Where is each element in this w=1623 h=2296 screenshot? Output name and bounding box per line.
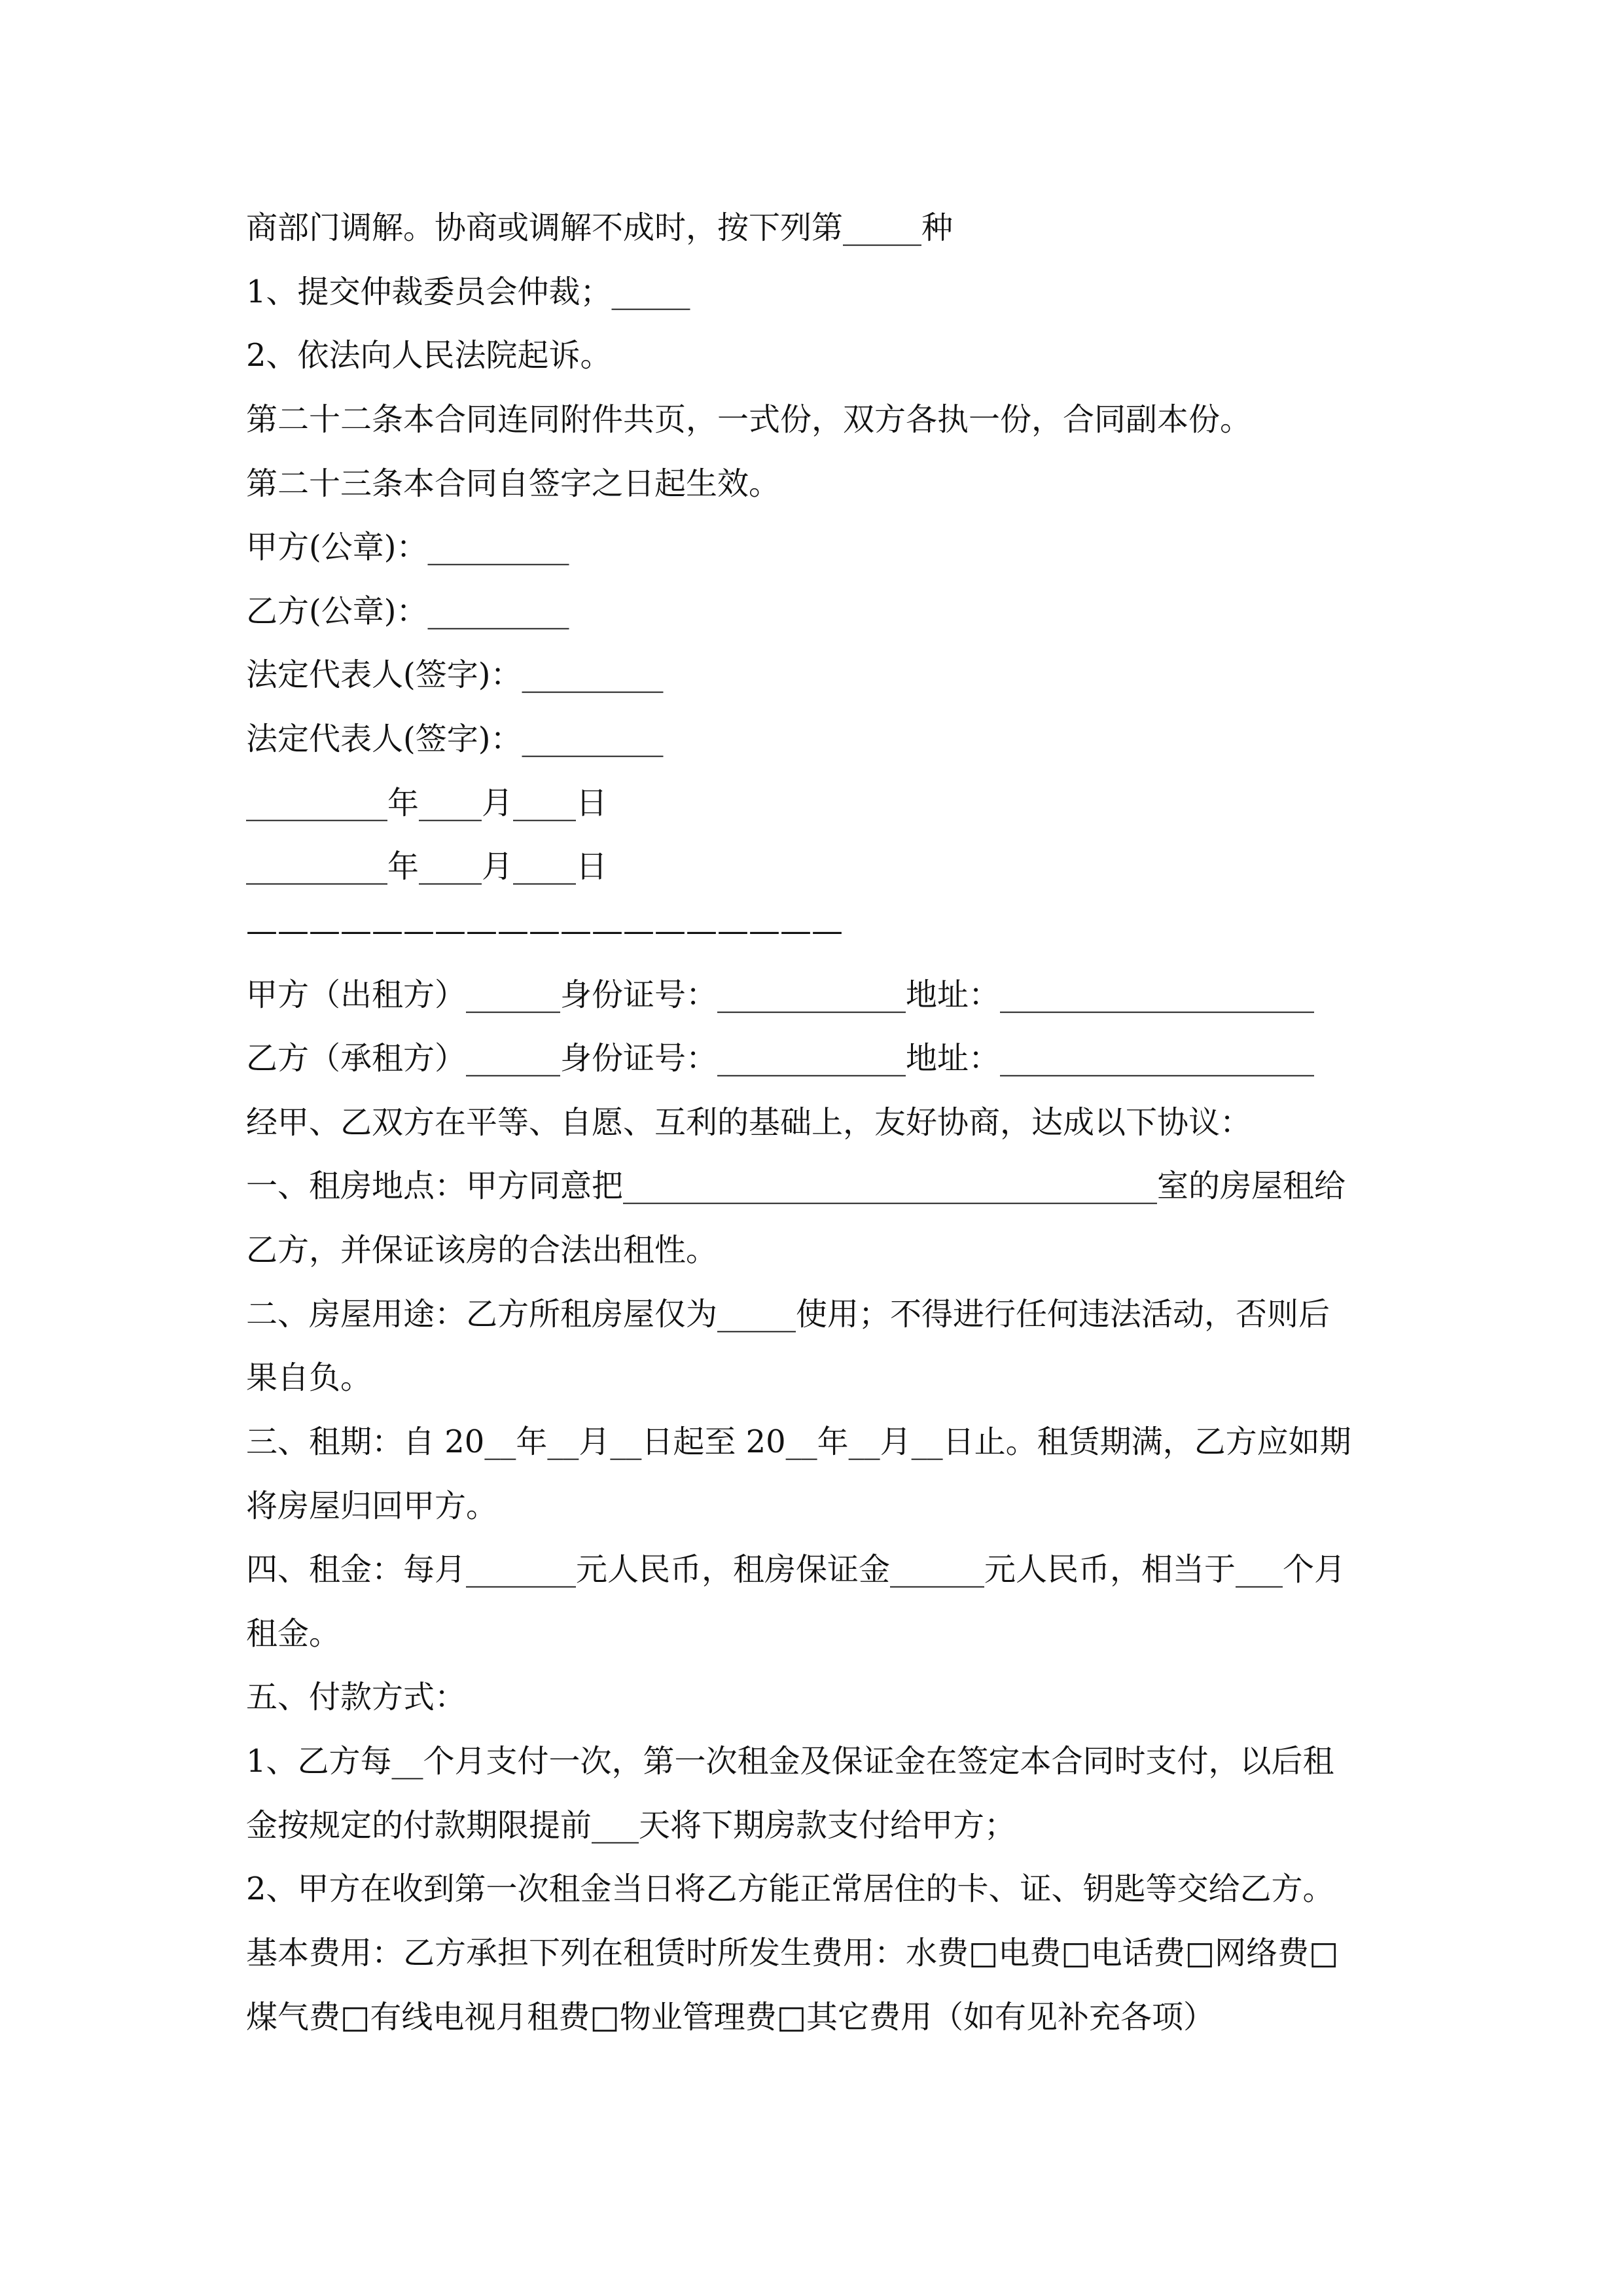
text-line: 1、乙方每__个月支付一次，第一次租金及保证金在签定本合同时支付，以后租 <box>246 1743 1334 1780</box>
text-line: 甲方（出租方）______身份证号：____________地址：____________________ <box>246 977 1315 1013</box>
text-line: 第二十三条本合同自签字之日起生效。 <box>246 465 781 502</box>
text-line: 法定代表人(签字)：_________ <box>246 656 664 693</box>
text-line: 煤气费□有线电视月租费□物业管理费□其它费用（如有见补充各项） <box>246 1999 1215 2036</box>
text-line: 基本费用：乙方承担下列在租赁时所发生费用：水费□电费□电话费□网络费□ <box>246 1935 1339 1971</box>
text-line: 第二十二条本合同连同附件共页，一式份，双方各执一份，合同副本份。 <box>246 401 1252 438</box>
text-line: 法定代表人(签字)：_________ <box>246 721 664 757</box>
text-line: 五、付款方式： <box>246 1679 467 1715</box>
text-line: 1、提交仲裁委员会仲裁；_____ <box>246 274 690 310</box>
text-line: 四、租金：每月_______元人民币，租房保证金______元人民币，相当于___个月 <box>246 1551 1346 1588</box>
text-line: 经甲、乙双方在平等、自愿、互利的基础上，友好协商，达成以下协议： <box>246 1104 1252 1141</box>
text-line: 租金。 <box>246 1615 341 1652</box>
divider-line: ——————————————————— <box>246 912 843 949</box>
text-line: _________年____月____日 <box>246 785 608 821</box>
text-line: 2、依法向人民法院起诉。 <box>246 337 612 374</box>
text-line: 二、房屋用途：乙方所租房屋仅为_____使用；不得进行任何违法活动，否则后 <box>246 1296 1330 1333</box>
text-line: 将房屋归回甲方。 <box>246 1488 498 1524</box>
text-line: 三、租期：自 20__年__月__日起至 20__年__月__日止。租赁期满，乙方应如期 <box>246 1424 1351 1460</box>
text-line: 乙方(公章)：_________ <box>246 593 569 630</box>
text-line: 金按规定的付款期限提前___天将下期房款支付给甲方； <box>246 1807 1016 1844</box>
text-line: 2、甲方在收到第一次租金当日将乙方能正常居住的卡、证、钥匙等交给乙方。 <box>246 1871 1334 1907</box>
text-line: 甲方(公章)：_________ <box>246 529 569 565</box>
text-line: 商部门调解。协商或调解不成时，按下列第_____种 <box>246 209 954 246</box>
text-line: 果自负。 <box>246 1359 372 1396</box>
text-line: 乙方（承租方）______身份证号：____________地址：____________________ <box>246 1040 1315 1077</box>
text-line: _________年____月____日 <box>246 848 608 885</box>
text-line: 乙方，并保证该房的合法出租性。 <box>246 1232 718 1268</box>
text-line: 一、租房地点：甲方同意把__________________________________室的房屋租给 <box>246 1168 1346 1204</box>
